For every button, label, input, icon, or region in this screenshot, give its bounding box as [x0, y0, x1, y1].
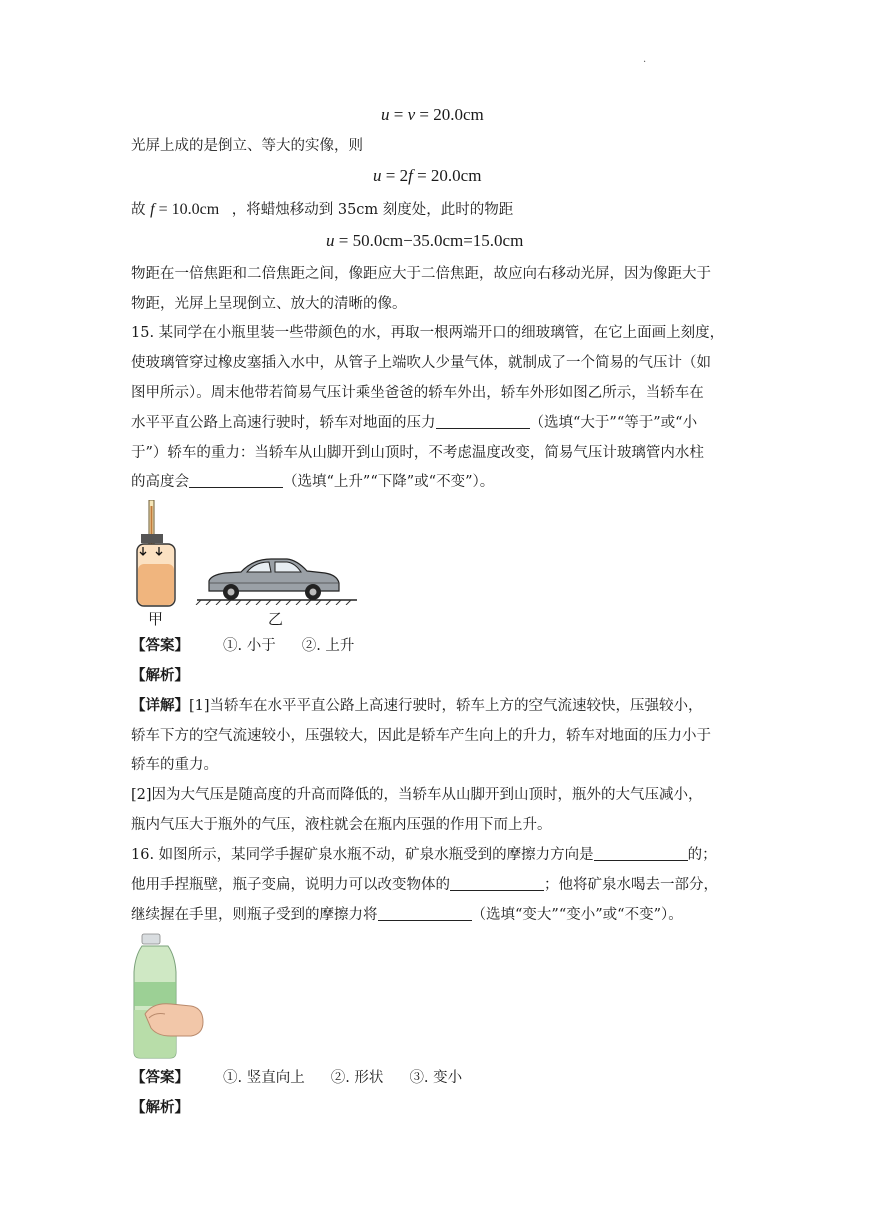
q16-line-c-text1: 继续握在手里，则瓶子受到的摩擦力将 [131, 907, 378, 923]
car-figure [195, 553, 359, 605]
q16-answer-1: ①. 竖直向上 [223, 1070, 305, 1086]
q15-detail-b: 轿车下方的空气流速较小，压强较大，因此是轿车产生向上的升力，轿车对地面的压力小于 [131, 728, 711, 744]
eq2-lhs: u [373, 166, 382, 185]
q15-line-d-text1: 水平平直公路上高速行驶时，轿车对地面的压力 [131, 415, 436, 431]
q16-line-b [131, 875, 718, 895]
q16-line-b-text2: ；他将矿泉水喝去一部分， [544, 877, 718, 893]
line-2-formula: f = 10.0cm [150, 201, 220, 218]
q15-line-f-text1: 的高度会 [131, 474, 189, 490]
q16-answer-line [131, 1068, 488, 1088]
eq2-rhs: 20.0cm [430, 166, 482, 185]
equation-3: u = 50.0cm−35.0cm=15.0cm [326, 231, 524, 250]
q15-line-f [131, 472, 494, 492]
q15-blank-2[interactable] [189, 473, 283, 488]
figure-label-jia: 甲 [148, 610, 164, 628]
q16-blank-3[interactable] [378, 906, 472, 921]
q16-answer-3: ③. 变小 [409, 1070, 463, 1086]
q16-line-a [131, 845, 717, 865]
eq3-rhs: 50.0cm−35.0cm=15.0cm [352, 231, 524, 250]
figure-label-yi: 乙 [268, 610, 284, 628]
header-dot: . [643, 54, 647, 65]
line-2-val: 10.0cm [171, 201, 220, 218]
barometer-figure [131, 500, 181, 608]
q15-detail-tag: 【详解】 [131, 697, 189, 714]
q15-answer-line [131, 636, 380, 656]
line-3b: 物距，光屏上呈现倒立、放大的清晰的像。 [131, 296, 407, 312]
q15-answer-1: ①. 小于 [223, 638, 276, 654]
q16-blank-1[interactable] [594, 846, 688, 861]
line-1: 光屏上成的是倒立、等大的实像，则 [131, 138, 363, 154]
q16-answer-tag: 【答案】 [131, 1069, 189, 1086]
q15-line-c: 图甲所示）。周末他带若简易气压计乘坐爸爸的轿车外出，轿车外形如图乙所示，当轿车在 [131, 385, 704, 401]
equation-2: u = 2f = 20.0cm [373, 166, 482, 185]
q15-line-d-text2: （选填“大于”“等于”或“小 [529, 415, 698, 431]
line-2-var: f [150, 201, 155, 218]
eq2-coef: 2 [399, 166, 409, 185]
eq1-lhs: u [381, 105, 390, 124]
line-2-pre: 故 [131, 202, 146, 218]
q16-line-a-text2: 的； [687, 847, 717, 863]
q15-blank-1[interactable] [436, 414, 530, 429]
q16-answer-2: ②. 形状 [330, 1070, 384, 1086]
q15-detail-a-text: [1]当轿车在水平平直公路上高速行驶时，轿车上方的空气流速较快，压强较小， [189, 698, 703, 714]
eq1-mid: v [407, 105, 416, 124]
q15-detail-d: [2]因为大气压是随高度的升高而降低的，当轿车从山脚开到山顶时，瓶外的大气压减小， [131, 787, 703, 803]
q15-analysis-tag: 【解析】 [131, 667, 189, 684]
q16-analysis-tag: 【解析】 [131, 1099, 189, 1116]
q15-line-e: 于”）轿车的重力：当轿车从山脚开到山顶时，不考虑温度改变，简易气压计玻璃管内水柱 [131, 445, 704, 461]
q15-line-f-text2: （选填“上升”“下降”或“不变”）。 [283, 474, 495, 490]
q15-detail-c: 轿车的重力。 [131, 757, 218, 773]
q16-line-c [131, 905, 683, 925]
eq3-lhs: u [326, 231, 335, 250]
line-2 [131, 199, 513, 221]
q15-answer-2: ②. 上升 [301, 638, 355, 654]
q15-answer-tag: 【答案】 [131, 637, 189, 654]
bottle-figure [131, 932, 207, 1060]
q15-detail-a [131, 696, 703, 716]
q15-line-b: 使玻璃管穿过橡皮塞插入水中，从管子上端吹人少量气体，就制成了一个简易的气压计（如 [131, 355, 711, 371]
q15-line-a: 15. 某同学在小瓶里装一些带颜色的水，再取一根两端开口的细玻璃管，在它上面画上刻度， [131, 325, 725, 341]
eq2-var: f [408, 166, 413, 185]
line-3a: 物距在一倍焦距和二倍焦距之间，像距应大于二倍焦距，故应向右移动光屏，因为像距大于 [131, 266, 711, 282]
q16-line-c-text2: （选填“变大”“变小”或“不变”）。 [471, 907, 683, 923]
q15-detail-e: 瓶内气压大于瓶外的气压，液柱就会在瓶内压强的作用下而上升。 [131, 817, 552, 833]
equation-1: u = v = 20.0cm [381, 105, 484, 124]
q15-line-d [131, 413, 697, 433]
eq1-rhs: 20.0cm [433, 105, 484, 124]
line-2-post: ，将蜡烛移动到 35cm 刻度处，此时的物距 [231, 202, 514, 218]
q16-line-a-text1: 16. 如图所示，某同学手握矿泉水瓶不动，矿泉水瓶受到的摩擦力方向是 [131, 847, 594, 863]
q16-blank-2[interactable] [450, 876, 544, 891]
q16-line-b-text1: 他用手捏瓶壁，瓶子变扁，说明力可以改变物体的 [131, 877, 450, 893]
